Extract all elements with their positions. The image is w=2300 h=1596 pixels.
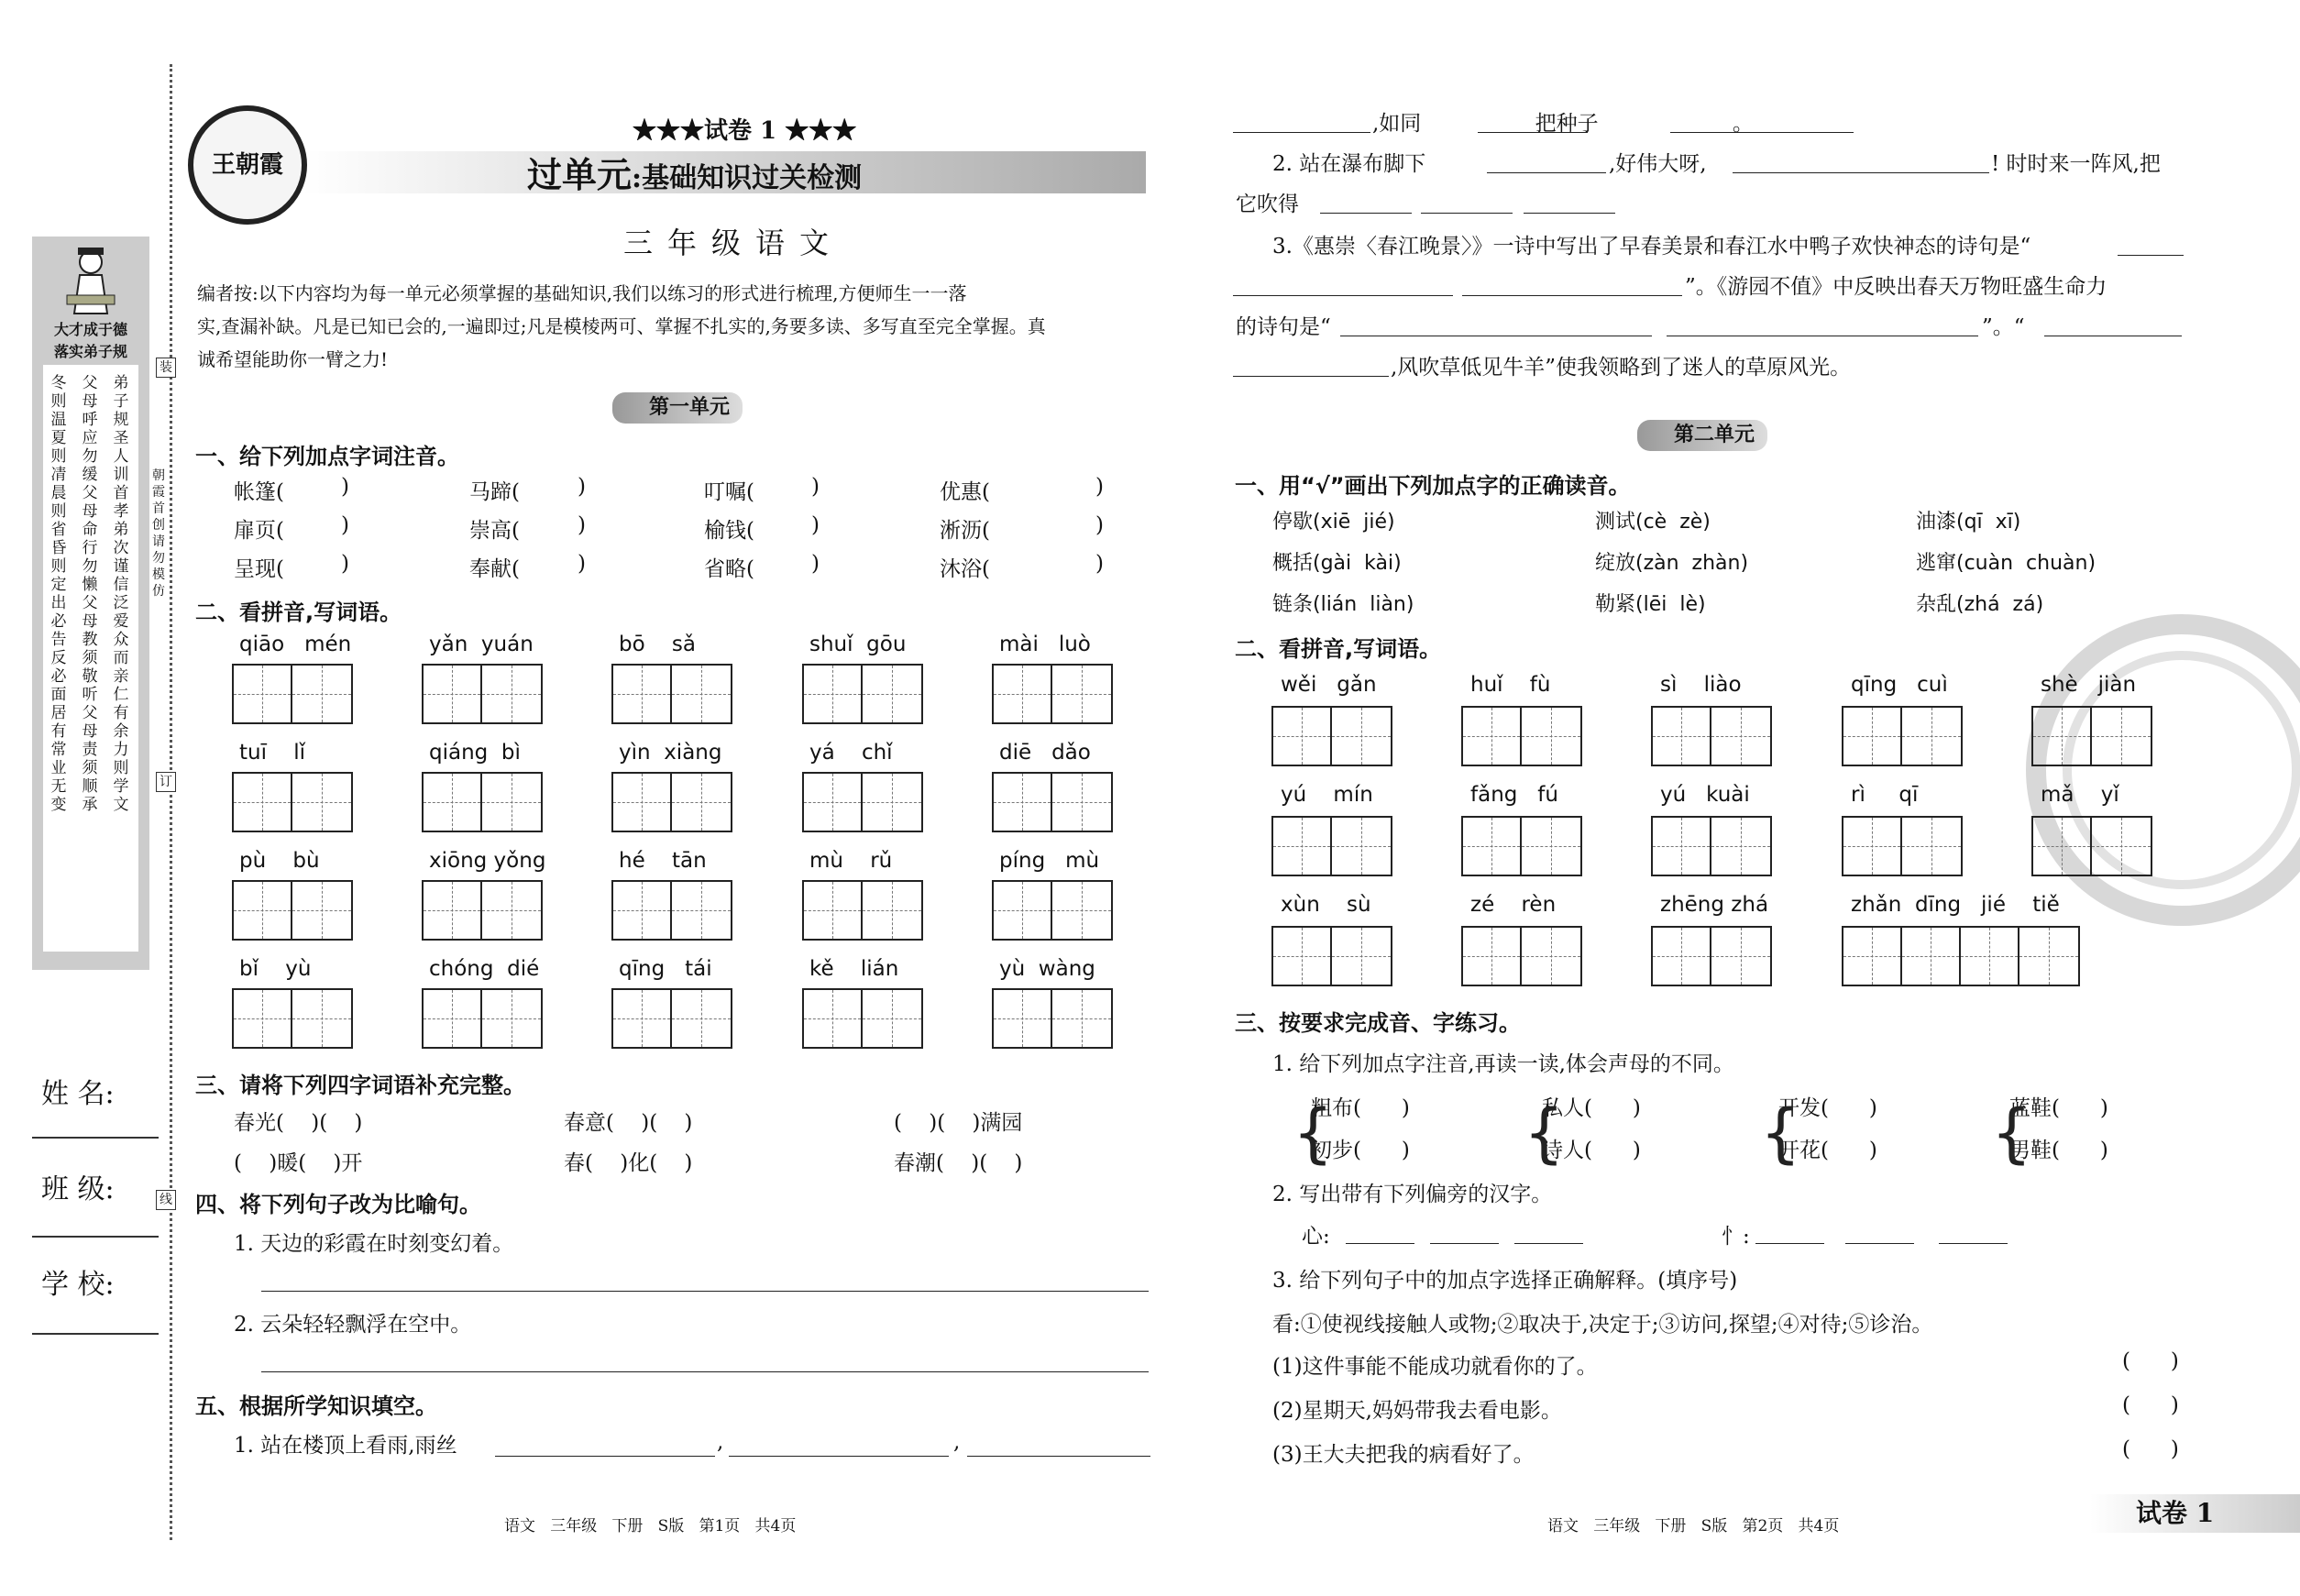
grid-cell[interactable] (1653, 928, 1711, 985)
r-blank[interactable] (1478, 132, 1588, 133)
u2-q3-3-item-2: (2)星期天,妈妈带我去看电影。 (1272, 1399, 1562, 1423)
bind-mark-2: 订 (156, 772, 176, 792)
name-label: 姓 名: (41, 1078, 115, 1110)
u1-q2-pinyin: tuī lǐ (239, 741, 306, 765)
footer-right: 语文 三年级 下册 S版 第2页 共4页 (1547, 1517, 1840, 1535)
name-field[interactable] (32, 1137, 159, 1139)
grid-cell[interactable] (2019, 928, 2078, 985)
grid-cell[interactable] (994, 666, 1052, 722)
grid-cell[interactable] (1522, 708, 1580, 765)
u2-q3-1-item[interactable]: 私人( ) (1542, 1096, 1641, 1120)
u2-q2-pinyin: rì qī (1851, 783, 1919, 807)
comma: , (717, 1430, 724, 1454)
grid-cell[interactable] (234, 666, 292, 722)
u1-q1-word: 省略( (704, 557, 754, 581)
u1-q2-pinyin: mài luò (999, 633, 1091, 656)
u1-q1-paren-close[interactable]: ) (578, 475, 586, 499)
grid-cell[interactable] (863, 774, 921, 831)
grid-cell[interactable] (482, 666, 541, 722)
grid-cell[interactable] (994, 882, 1052, 939)
bind-mark-1: 装 (156, 358, 176, 378)
exam-number: ★★★试卷 1 ★★★ (633, 117, 857, 145)
grid-cell[interactable] (424, 774, 482, 831)
u2-q3-2: 2. 写出带有下列偏旁的汉字。 (1272, 1183, 1553, 1206)
grid-cell[interactable] (1052, 666, 1111, 722)
u1-q2-writing-grid[interactable] (992, 772, 1113, 832)
u1-q2-writing-grid[interactable] (802, 772, 923, 832)
grid-cell[interactable] (804, 666, 863, 722)
side-motto: 大才成于德 落实弟子规 (53, 321, 127, 360)
grid-cell[interactable] (424, 666, 482, 722)
u2-q1-item[interactable]: 勒紧(lēi lè) (1595, 593, 1706, 616)
u2-q2-pinyin: yú mín (1281, 783, 1373, 807)
u2-q2-writing-grid[interactable] (1271, 816, 1392, 876)
u1-q2-pinyin: xiōng yǒng (429, 849, 546, 873)
grid-cell[interactable] (2033, 708, 2092, 765)
u2-shuxin-blank[interactable] (1755, 1243, 1824, 1244)
grid-cell[interactable] (994, 774, 1052, 831)
grid-cell[interactable] (292, 882, 351, 939)
u1-q2-writing-grid[interactable] (992, 880, 1113, 941)
grid-cell[interactable] (2092, 708, 2151, 765)
u1-q1-paren-close[interactable]: ) (811, 552, 820, 576)
grid-cell[interactable] (1843, 818, 1902, 875)
u2-q2-heading: 二、看拼音,写词语。 (1235, 636, 1442, 662)
comma: , (953, 1430, 961, 1454)
editor-note-1: 编者按:以下内容均为每一单元必须掌握的基础知识,我们以练习的形式进行梳理,方便师生一一落 (197, 282, 967, 304)
grid-cell[interactable] (1653, 818, 1711, 875)
u2-q2-writing-grid[interactable] (1461, 816, 1582, 876)
r-line4a: 3.《惠崇〈春江晚景〉》一诗中写出了早春美景和春江水中鸭子欢快神态的诗句是“ (1272, 235, 2031, 259)
u1-q2-writing-grid[interactable] (611, 664, 732, 724)
u2-q1-item[interactable]: 概括(gài kài) (1272, 552, 1402, 575)
u1-q1-word: 马蹄( (469, 480, 520, 504)
u1-q2-pinyin: hé tān (619, 849, 707, 873)
u1-q5-blank[interactable] (729, 1456, 949, 1457)
r-blank[interactable] (1733, 172, 1989, 173)
u2-q2-writing-grid[interactable] (1461, 926, 1582, 986)
grid-cell[interactable] (1902, 928, 1961, 985)
u1-q2-pinyin: yù wàng (999, 957, 1095, 981)
footer-left: 语文 三年级 下册 S版 第1页 共4页 (504, 1517, 797, 1535)
grid-cell[interactable] (2092, 818, 2151, 875)
u1-q1-word: 叮嘱( (704, 480, 754, 504)
grid-cell[interactable] (1463, 708, 1522, 765)
u1-q2-writing-grid[interactable] (232, 988, 353, 1049)
u2-q2-writing-grid[interactable] (1461, 706, 1582, 766)
u2-q3-1-item[interactable]: 诗人( ) (1542, 1139, 1641, 1162)
u1-q3-heading: 三、请将下列四字词语补充完整。 (195, 1073, 525, 1098)
u2-q3-3-paren-2[interactable]: ( ) (2122, 1393, 2179, 1417)
u1-q3-item: 春意( )( ) (564, 1111, 693, 1135)
r-line7a: ,风吹草低见牛羊”使我领略到了迷人的草原风光。 (1391, 356, 1852, 380)
side-col-3: 弟 子 规 圣 人 训 首 孝 弟 次 谨 信 泛 爱 众 而 亲 仁 有 余 力 则 学 文 (113, 374, 129, 814)
grid-cell[interactable] (1522, 928, 1580, 985)
grid-cell[interactable] (804, 774, 863, 831)
grid-cell[interactable] (234, 990, 292, 1047)
grid-cell[interactable] (482, 990, 541, 1047)
grid-cell[interactable] (424, 990, 482, 1047)
scholar-illustration (63, 244, 118, 315)
grid-cell[interactable] (672, 990, 731, 1047)
u2-q2-pinyin: zhǎn dīng jié tiě (1851, 893, 2060, 917)
grid-cell[interactable] (292, 990, 351, 1047)
u1-q2-writing-grid[interactable] (992, 664, 1113, 724)
u1-q2-writing-grid[interactable] (611, 988, 732, 1049)
u1-q2-pinyin: pù bù (239, 849, 320, 873)
r-blank[interactable] (1487, 172, 1606, 173)
u1-q1-word: 淅沥( (940, 519, 990, 543)
u1-q2-pinyin: mù rǔ (809, 849, 893, 873)
u2-q2-writing-grid[interactable] (1651, 926, 1772, 986)
r-line2c: ! 时时来一阵风,把 (1991, 152, 2161, 176)
grid-cell[interactable] (1273, 928, 1332, 985)
grid-cell[interactable] (672, 882, 731, 939)
exam-tab: 试卷 1 (2090, 1494, 2300, 1533)
u1-q1-word: 崇高( (469, 519, 520, 543)
u1-q4-item-1: 1. 天边的彩霞在时刻变幻着。 (234, 1232, 514, 1256)
u1-q1-paren-close[interactable]: ) (1095, 475, 1104, 499)
r-blank[interactable] (1233, 132, 1370, 133)
u1-q3-item: 春潮( )( ) (894, 1151, 1023, 1175)
grid-cell[interactable] (804, 990, 863, 1047)
grid-cell[interactable] (672, 774, 731, 831)
u1-q1-word: 优惠( (940, 480, 990, 504)
u2-q2-writing-grid[interactable] (1271, 706, 1392, 766)
u2-shuxin-blank[interactable] (1939, 1243, 2008, 1244)
u2-q2-writing-grid[interactable] (1651, 816, 1772, 876)
u1-q2-pinyin: qiáng bì (429, 741, 521, 765)
u1-q3-item: 春( )化( ) (564, 1151, 693, 1175)
u2-q3-1-item[interactable]: 粗布( ) (1311, 1096, 1410, 1120)
grid-cell[interactable] (234, 774, 292, 831)
u1-q3-item: ( )( )满园 (894, 1111, 1023, 1135)
u2-q3-1-item[interactable]: 男鞋( ) (2009, 1139, 2108, 1162)
brace-icon: { (1524, 1095, 1565, 1171)
u2-q2-pinyin: wěi gǎn (1281, 673, 1377, 697)
grid-cell[interactable] (1332, 928, 1391, 985)
u1-q1-word: 扉页( (234, 519, 284, 543)
grid-cell[interactable] (482, 882, 541, 939)
u1-q1-word: 帐篷( (234, 480, 284, 504)
u1-q4-answer-1[interactable] (261, 1291, 1149, 1292)
u2-q1-heading: 一、用“√”画出下列加点字的正确读音。 (1235, 473, 1631, 499)
grid-cell[interactable] (1273, 708, 1332, 765)
r-blank[interactable] (1320, 213, 1412, 214)
u2-q1-item[interactable]: 杂乱(zhá zá) (1916, 593, 2044, 616)
u1-q2-pinyin: bǐ yù (239, 957, 312, 981)
u2-q1-item[interactable]: 停歇(xiē jié) (1272, 511, 1395, 534)
r-line3a: 它吹得 (1236, 193, 1299, 216)
u1-q2-pinyin: bō sǎ (619, 633, 696, 656)
grade-subject: 三年级语文 (623, 226, 844, 260)
r-line6a: 的诗句是“ (1236, 315, 1331, 339)
u2-q1-item[interactable]: 绽放(zàn zhàn) (1595, 552, 1749, 575)
u1-q2-pinyin: yìn xiàng (619, 741, 722, 765)
u2-q3-3-item-3: (3)王大夫把我的病看好了。 (1272, 1443, 1535, 1467)
r-line2b: ,好伟大呀, (1609, 152, 1707, 176)
u1-q1-word: 呈现( (234, 557, 284, 581)
brace-icon: { (1760, 1095, 1801, 1171)
page-title: 过单元:基础知识过关检测 (527, 154, 863, 195)
u1-q1-paren-close[interactable]: ) (341, 513, 349, 537)
u1-q1-word: 沐浴( (940, 557, 990, 581)
u2-xin-blank[interactable] (1430, 1243, 1499, 1244)
grid-cell[interactable] (1902, 818, 1961, 875)
r-blank[interactable] (1524, 213, 1615, 214)
u1-q2-pinyin: kě lián (809, 957, 899, 981)
u1-q2-pinyin: shuǐ gōu (809, 633, 907, 656)
unit2-tag: 第二单元 (1637, 420, 1767, 451)
r-line2a: 2. 站在瀑布脚下 (1272, 152, 1426, 176)
u1-q1-paren-close[interactable]: ) (341, 475, 349, 499)
u1-q1-word: 榆钱( (704, 519, 754, 543)
u1-q2-pinyin: qiāo mén (239, 633, 352, 656)
u2-q2-pinyin: qīng cuì (1851, 673, 1948, 697)
grid-cell[interactable] (1273, 818, 1332, 875)
class-field[interactable] (32, 1236, 159, 1238)
u1-q2-writing-grid[interactable] (422, 988, 543, 1049)
u2-xin-blank[interactable] (1346, 1243, 1414, 1244)
u1-q1-heading: 一、给下列加点字词注音。 (195, 444, 459, 469)
u2-q3-3-def: 看:①使视线接触人或物;②取决于,决定于;③访问,探望;④对待;⑤诊治。 (1272, 1313, 1933, 1337)
u2-q1-item[interactable]: 逃窜(cuàn chuàn) (1916, 552, 2096, 575)
u2-q1-item[interactable]: 油漆(qī xī) (1916, 511, 2021, 534)
grid-cell[interactable] (613, 882, 672, 939)
u1-q2-writing-grid[interactable] (611, 880, 732, 941)
grid-cell[interactable] (863, 882, 921, 939)
r-line6b: ”。“ (1982, 315, 2025, 339)
r-line1: ,如同 把种子 。 (1372, 112, 1754, 136)
u2-xin-blank[interactable] (1514, 1243, 1583, 1244)
u1-q2-pinyin: yǎn yuán (429, 633, 534, 656)
r-blank[interactable] (2118, 255, 2184, 256)
grid-cell[interactable] (1463, 928, 1522, 985)
u2-q2-writing-grid[interactable] (1271, 926, 1392, 986)
r-blank[interactable] (1421, 213, 1513, 214)
u2-q1-item[interactable]: 链条(lián liàn) (1272, 593, 1414, 616)
brace-icon: { (1991, 1095, 2032, 1171)
grid-cell[interactable] (1332, 708, 1391, 765)
u2-q2-writing-grid[interactable] (2031, 706, 2152, 766)
u2-q3-1-item[interactable]: 开发( ) (1778, 1096, 1877, 1120)
u1-q4-heading: 四、将下列句子改为比喻句。 (195, 1192, 481, 1217)
grid-cell[interactable] (1843, 708, 1902, 765)
u1-q5-item-1: 1. 站在楼顶上看雨,雨丝 (234, 1434, 457, 1458)
r-blank[interactable] (1670, 132, 1854, 133)
side-vertical-note: 朝 霞 首 创 请 勿 模 仿 (152, 468, 165, 599)
u1-q2-pinyin: píng mù (999, 849, 1100, 873)
u1-q1-paren-close[interactable]: ) (578, 552, 586, 576)
u2-q3-1-item[interactable]: 开花( ) (1778, 1139, 1877, 1162)
u2-q2-pinyin: yú kuài (1660, 783, 1750, 807)
grid-cell[interactable] (863, 990, 921, 1047)
u2-q3-1-item[interactable]: 初步( ) (1311, 1139, 1410, 1162)
grid-cell[interactable] (2033, 818, 2092, 875)
logo: 王朝霞 (188, 105, 307, 225)
u1-q2-writing-grid[interactable] (232, 664, 353, 724)
class-label: 班 级: (41, 1173, 115, 1205)
grid-cell[interactable] (1843, 928, 1902, 985)
u1-q2-writing-grid[interactable] (802, 664, 923, 724)
u2-q2-pinyin: huǐ fù (1470, 673, 1551, 697)
grid-cell[interactable] (994, 990, 1052, 1047)
u2-shuxin-blank[interactable] (1845, 1243, 1914, 1244)
unit1-tag: 第一单元 (612, 392, 743, 424)
r-blank[interactable] (1462, 295, 1682, 296)
u1-q4-item-2: 2. 云朵轻轻飘浮在空中。 (234, 1313, 472, 1337)
u2-q2-pinyin: xùn sù (1281, 893, 1371, 917)
u1-q1-word: 奉献( (469, 557, 520, 581)
grid-cell[interactable] (1653, 708, 1711, 765)
editor-note-3: 诚希望能助你一臂之力! (197, 348, 389, 370)
u1-q1-paren-close[interactable]: ) (1095, 552, 1104, 576)
u2-q3-2-shuxin: 忄: (1722, 1225, 1750, 1249)
u2-q2-writing-grid[interactable] (1842, 816, 1963, 876)
side-col-1: 冬 则 温 夏 则 凊 晨 则 省 昏 则 定 出 必 告 反 必 面 居 有 常 业 无 变 (50, 374, 67, 814)
u2-q3-2-xin: 心: (1302, 1225, 1330, 1249)
u2-q1-item[interactable]: 测试(cè zè) (1595, 511, 1711, 534)
u1-q5-blank[interactable] (967, 1456, 1150, 1457)
u1-q2-writing-grid[interactable] (802, 880, 923, 941)
r-blank[interactable] (1233, 295, 1453, 296)
grid-cell[interactable] (672, 666, 731, 722)
r-line5a: ”。《游园不值》中反映出春天万物旺盛生命力 (1685, 275, 2107, 299)
grid-cell[interactable] (1522, 818, 1580, 875)
u1-q2-writing-grid[interactable] (422, 664, 543, 724)
school-field[interactable] (32, 1333, 159, 1335)
grid-cell[interactable] (292, 774, 351, 831)
grid-cell[interactable] (1052, 990, 1111, 1047)
grid-cell[interactable] (292, 666, 351, 722)
u1-q1-paren-close[interactable]: ) (811, 475, 820, 499)
u1-q2-writing-grid[interactable] (992, 988, 1113, 1049)
school-label: 学 校: (41, 1269, 115, 1301)
u2-q2-pinyin: sì liào (1660, 673, 1742, 697)
grid-cell[interactable] (1052, 882, 1111, 939)
u2-q3-1: 1. 给下列加点字注音,再读一读,体会声母的不同。 (1272, 1052, 1734, 1076)
u1-q1-paren-close[interactable]: ) (341, 552, 349, 576)
u1-q2-pinyin: diē dǎo (999, 741, 1091, 765)
grid-cell[interactable] (613, 666, 672, 722)
side-panel (32, 237, 149, 970)
u1-q1-paren-close[interactable]: ) (811, 513, 820, 537)
u2-q2-writing-grid[interactable] (1842, 926, 2080, 986)
u2-q2-writing-grid[interactable] (1842, 706, 1963, 766)
u1-q5-blank[interactable] (495, 1456, 715, 1457)
u1-q2-pinyin: qīng tái (619, 957, 712, 981)
bind-mark-3: 线 (156, 1190, 176, 1210)
u1-q2-pinyin: yá chǐ (809, 741, 893, 765)
grid-cell[interactable] (1332, 818, 1391, 875)
u2-q2-pinyin: zhēng zhá (1660, 893, 1769, 917)
grid-cell[interactable] (613, 990, 672, 1047)
grid-cell[interactable] (424, 882, 482, 939)
side-col-2: 父 母 呼 应 勿 缓 父 母 命 行 勿 懒 父 母 教 须 敬 听 父 母 责 须 顺 承 (82, 374, 98, 814)
u1-q1-paren-close[interactable]: ) (1095, 513, 1104, 537)
u1-q2-writing-grid[interactable] (422, 880, 543, 941)
grid-cell[interactable] (1711, 928, 1770, 985)
grid-cell[interactable] (482, 774, 541, 831)
u2-q2-pinyin: zé rèn (1470, 893, 1557, 917)
u2-q2-writing-grid[interactable] (1651, 706, 1772, 766)
u2-q2-pinyin: fǎng fú (1470, 783, 1558, 807)
u1-q2-heading: 二、看拼音,写词语。 (195, 600, 402, 625)
u1-q3-item: 春光( )( ) (234, 1111, 363, 1135)
u1-q2-writing-grid[interactable] (611, 772, 732, 832)
u1-q5-heading: 五、根据所学知识填空。 (195, 1393, 437, 1419)
u2-q3-3-paren-1[interactable]: ( ) (2122, 1349, 2179, 1373)
grid-cell[interactable] (1961, 928, 2019, 985)
u1-q2-writing-grid[interactable] (232, 772, 353, 832)
r-blank[interactable] (1233, 376, 1389, 377)
u1-q2-writing-grid[interactable] (422, 772, 543, 832)
grid-cell[interactable] (1902, 708, 1961, 765)
u1-q4-answer-2[interactable] (261, 1371, 1149, 1372)
grid-cell[interactable] (1711, 708, 1770, 765)
binding-line (170, 64, 172, 1540)
brace-icon: { (1293, 1095, 1334, 1171)
u2-q2-pinyin: mǎ yǐ (2041, 783, 2119, 807)
u1-q2-writing-grid[interactable] (802, 988, 923, 1049)
grid-cell[interactable] (863, 666, 921, 722)
grid-cell[interactable] (234, 882, 292, 939)
u2-q2-writing-grid[interactable] (2031, 816, 2152, 876)
side-rules (43, 365, 138, 952)
grid-cell[interactable] (1463, 818, 1522, 875)
grid-cell[interactable] (613, 774, 672, 831)
u1-q2-pinyin: chóng dié (429, 957, 540, 981)
u2-q2-pinyin: shè jiàn (2041, 673, 2137, 697)
editor-note-2: 实,查漏补缺。凡是已知已会的,一遍即过;凡是模棱两可、掌握不扎实的,务要多读、多写直至完全掌握。真 (197, 315, 1046, 337)
grid-cell[interactable] (1711, 818, 1770, 875)
u1-q2-writing-grid[interactable] (232, 880, 353, 941)
grid-cell[interactable] (804, 882, 863, 939)
u2-q3-3-item-1: (1)这件事能不能成功就看你的了。 (1272, 1355, 1598, 1379)
u1-q3-item: ( )暖( )开 (234, 1151, 363, 1175)
u1-q1-paren-close[interactable]: ) (578, 513, 586, 537)
u2-q3-3: 3. 给下列句子中的加点字选择正确解释。(填序号) (1272, 1269, 1738, 1293)
grid-cell[interactable] (1052, 774, 1111, 831)
u2-q3-1-item[interactable]: 蓝鞋( ) (2009, 1096, 2108, 1120)
u2-q3-heading: 三、按要求完成音、字练习。 (1235, 1010, 1521, 1036)
u2-q3-3-paren-3[interactable]: ( ) (2122, 1437, 2179, 1461)
